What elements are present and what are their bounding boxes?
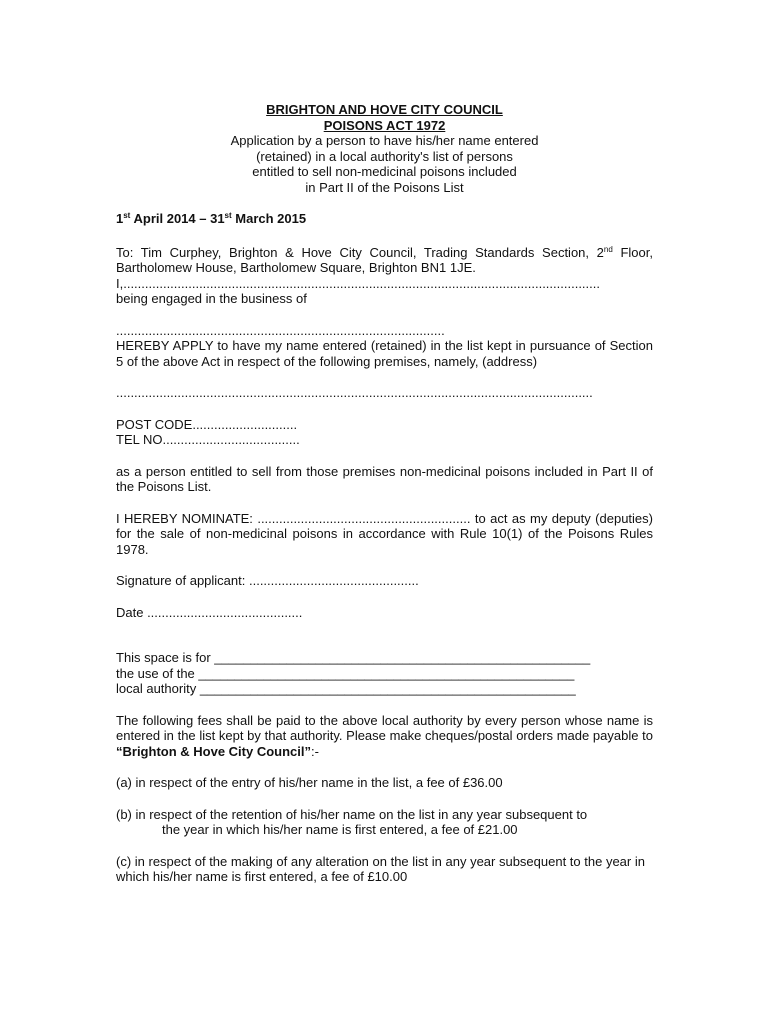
description-line-4: in Part II of the Poisons List (305, 179, 464, 195)
application-form (116, 102, 653, 885)
nominate-deputy-statement[interactable]: I HEREBY NOMINATE: ........................................................... to act as my deputy (deputies) for the sale of non-medicinal poisons in accordance with Rule 10(1) of the Poisons Rules 1978. (116, 510, 653, 557)
council-name: BRIGHTON AND HOVE CITY COUNCIL (266, 102, 503, 117)
fees-intro-text: The following fees shall be paid to the above local authority by every person whose name is entered in the list kept by that authority. Please make cheques/postal orders made payable to (116, 712, 653, 743)
act-title: POISONS ACT 1972 (323, 117, 446, 133)
description-line-2: (retained) in a local authority's list of persons (256, 148, 513, 164)
period-end-suffix: st (224, 211, 232, 220)
fee-c: (c) in respect of the making of any alteration on the list in any year subsequent to the year in which his/her name is first entered, a fee of £10.00 (116, 853, 645, 884)
fee-b-line-2: the year in which his/her name is first entered, a fee of £21.00 (162, 822, 518, 837)
period-start-day: 1 (116, 211, 124, 226)
date-field[interactable]: Date ........................................... (116, 604, 303, 620)
fee-a: (a) in respect of the entry of his/her name in the list, a fee of £36.00 (116, 775, 503, 790)
payee-name: “Brighton & Hove City Council” (116, 743, 311, 759)
address-ordinal-suffix: nd (603, 244, 613, 254)
business-field[interactable]: ........................................................................................... (116, 322, 445, 338)
applicant-name-field[interactable]: I,.................................................................................................................................... (116, 275, 600, 291)
entitlement-statement: as a person entitled to sell from those premises non-medicinal poisons included in Part II of the Poisons List. (116, 463, 653, 494)
business-label: being engaged in the business of (116, 291, 307, 306)
form-header (116, 102, 653, 195)
address-line-1: To: Tim Curphey, Brighton & Hove City Council, Trading Standards Section, 2 (116, 244, 604, 260)
fees-intro-end: :- (311, 743, 319, 759)
recipient-address (116, 245, 653, 276)
authority-line-1[interactable]: This space is for ____________________________________________________ (116, 650, 591, 665)
authority-use-space (116, 650, 653, 697)
period-start-suffix: st (123, 211, 131, 220)
licence-period (116, 211, 653, 227)
signature-field[interactable]: Signature of applicant: ............................................... (116, 573, 419, 588)
fee-b-line-1: (b) in respect of the retention of his/her name on the list in any year subsequent to (116, 806, 588, 822)
authority-line-2[interactable]: the use of the ____________________________________________________ (116, 665, 575, 681)
description-line-3: entitled to sell non-medicinal poisons included (252, 164, 517, 179)
post-code-field[interactable]: POST CODE............................. (116, 416, 298, 432)
fees-intro (116, 713, 653, 760)
authority-line-3[interactable]: local authority ____________________________________________________ (116, 681, 576, 696)
premises-address-field[interactable]: .................................................................................................................................... (116, 385, 593, 400)
description-line-1: Application by a person to have his/her name entered (230, 133, 539, 148)
tel-no-field[interactable]: TEL NO...................................... (116, 432, 300, 447)
apply-statement: HEREBY APPLY to have my name entered (retained) in the list kept in pursuance of Section 5 of the above Act in respect of the following premises, namely, (address) (116, 338, 653, 369)
period-end-rest: March 2015 (231, 211, 307, 226)
period-start-rest: April 2014 – 31 (130, 211, 225, 226)
address-line-2: Floor, Bartholomew House, Bartholomew Square, Brighton BN1 1JE. (116, 244, 653, 275)
